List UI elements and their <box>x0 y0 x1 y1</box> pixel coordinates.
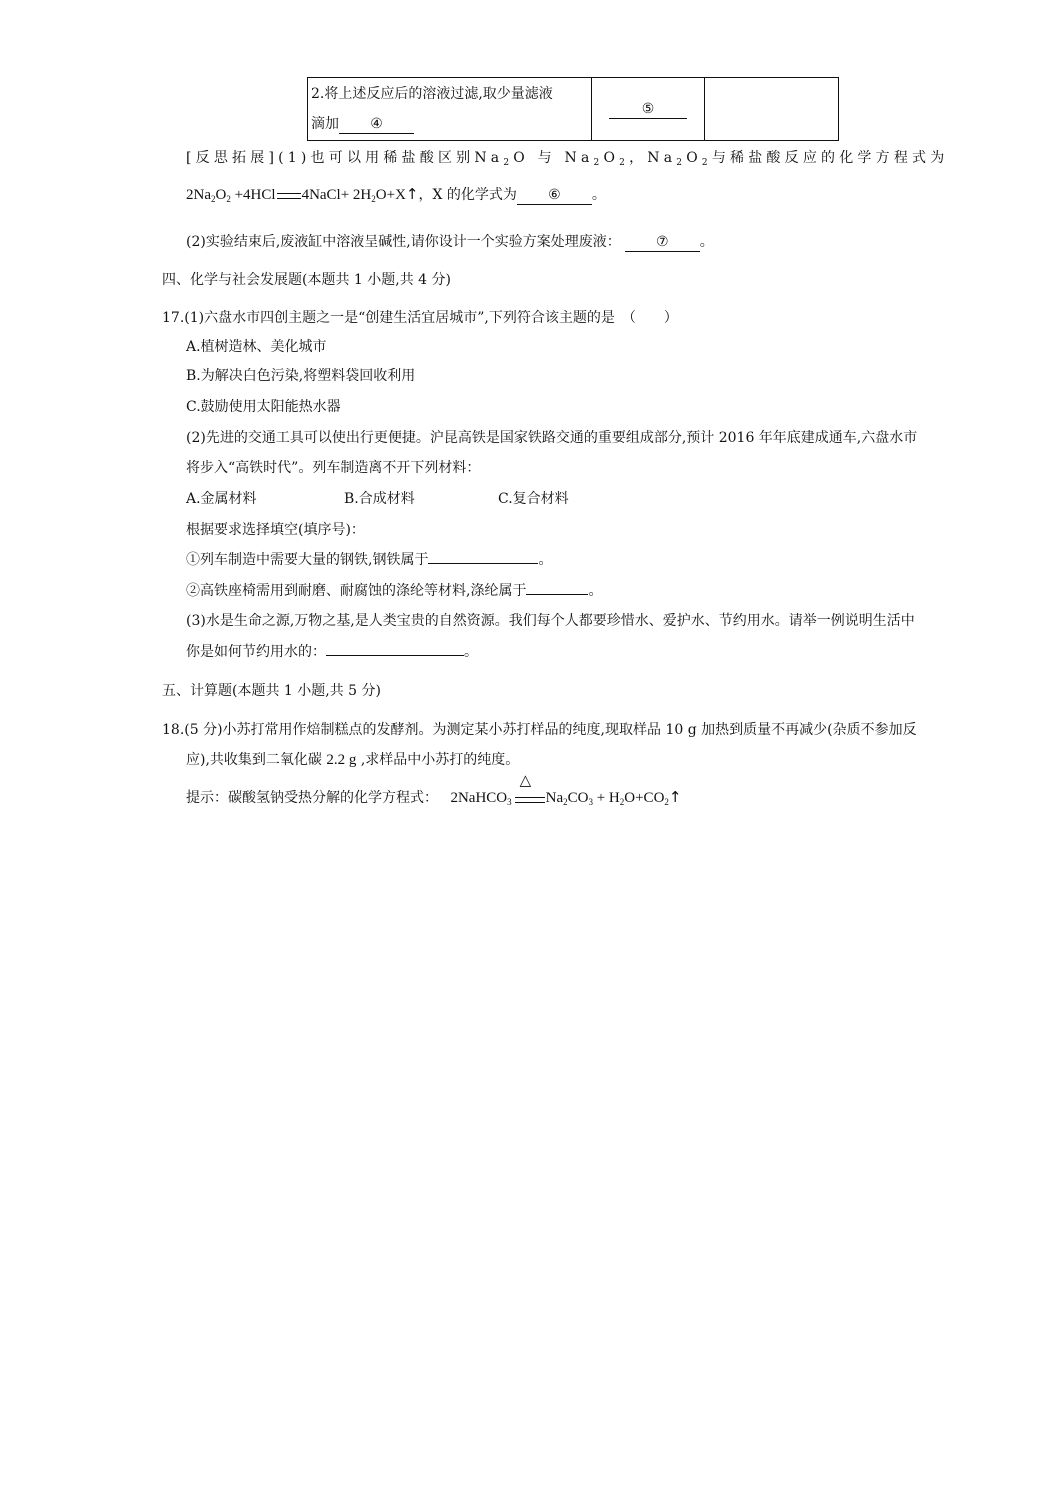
p3-text: 你是如何节约用水的： <box>186 644 326 660</box>
q17-part3-line1: (3)水是生命之源,万物之基,是人类宝贵的自然资源。我们每个人都要珍惜水、爱护水、节约用水。请举一例说明生活中 <box>186 613 915 629</box>
sub: 2 <box>701 158 712 168</box>
sub: 2 <box>371 194 376 204</box>
eq-reactant2: +4HCl <box>230 187 276 203</box>
blank-steel[interactable] <box>428 563 538 564</box>
sub: 2 <box>619 797 625 807</box>
q17-part3-line2 <box>186 642 478 662</box>
up-arrow-icon: ↑ <box>405 185 419 203</box>
sub: 2 <box>664 797 669 807</box>
period: 。 <box>591 187 606 203</box>
heat-equals <box>512 770 546 806</box>
material-a: A.金属材料 <box>186 491 257 507</box>
eq-product2: O+X <box>375 187 406 203</box>
q17-part2-line1: (2)先进的交通工具可以使出行更便捷。沪昆高铁是国家铁路交通的重要组成部分,预计 2016 年年底建成通车,六盘水市 <box>186 430 918 446</box>
period: 。 <box>538 552 553 568</box>
experiment-table <box>307 77 839 141</box>
chem-o: O <box>215 187 227 203</box>
q17-instruction: 根据要求选择填空(填序号)： <box>186 522 365 538</box>
q17-option-a[interactable]: A.植树造林、美化城市 <box>186 339 327 355</box>
sub: 2 <box>503 158 514 168</box>
period: 。 <box>464 644 478 660</box>
sub: 3 <box>588 797 593 807</box>
reflect-line1 <box>186 148 948 168</box>
blank-4[interactable]: ④ <box>339 115 414 134</box>
after-equation: ，X 的化学式为 <box>418 187 517 203</box>
q18-line2 <box>186 750 519 770</box>
q18-hint <box>186 770 682 808</box>
up-arrow-icon: ↑ <box>668 788 682 806</box>
q17-stem: 17.(1)六盘水市四创主题之一是“创建生活宜居城市”,下列符合该主题的是 （ ） <box>162 310 678 326</box>
chem-na: Na <box>647 150 677 166</box>
equation <box>186 187 418 203</box>
eq-reactant: 2Na <box>186 187 211 203</box>
material-c: C.复合材料 <box>498 491 569 507</box>
table-cell-step <box>308 78 592 141</box>
eq-co: CO <box>567 790 589 806</box>
reflect-equation-line <box>186 184 606 205</box>
hint-text: 提示：碳酸氢钠受热分解的化学方程式： <box>186 790 438 806</box>
comma: ， <box>629 150 648 166</box>
eq-reactant: 2NaHCO <box>450 790 508 806</box>
chem-o: O <box>513 150 529 166</box>
q17-option-c[interactable]: C.鼓励使用太阳能热水器 <box>186 399 341 415</box>
waste-question <box>186 232 714 252</box>
blank-polyester[interactable] <box>526 594 588 595</box>
q18-line1: 18.(5 分)小苏打常用作焙制糕点的发酵剂。为测定某小苏打样品的纯度,现取样品 10 g 加热到质量不再减少(杂质不参加反 <box>162 722 917 738</box>
q17-part2-line2: 将步入“高铁时代”。列车制造离不开下列材料： <box>186 460 481 476</box>
table-cell-conclusion <box>705 78 839 141</box>
chem-o: O <box>686 150 702 166</box>
chem-o: O <box>603 150 620 166</box>
step-line2 <box>311 109 591 139</box>
chem-na: Na <box>564 150 594 166</box>
sub: 2 <box>619 158 630 168</box>
blank-6[interactable]: ⑥ <box>517 186 592 205</box>
co2-mass: 2.2 g <box>326 752 357 768</box>
sub: 3 <box>507 797 512 807</box>
sub1-text: ①列车制造中需要大量的钢铁,钢铁属于 <box>186 552 429 568</box>
sub: 2 <box>211 194 216 204</box>
section-4-title: 四、化学与社会发展题(本题共 1 小题,共 4 分) <box>162 272 451 288</box>
blank-7[interactable]: ⑦ <box>625 233 700 252</box>
equals-sign-icon <box>515 797 545 803</box>
blank-water[interactable] <box>326 655 464 656</box>
table-cell-phenomenon <box>592 78 705 141</box>
q17-sub1 <box>186 550 552 570</box>
q17-sub2 <box>186 581 602 601</box>
reflect-yu: 与 <box>537 150 556 166</box>
sub: 2 <box>676 158 687 168</box>
sub: 2 <box>226 194 231 204</box>
eq-h: + H <box>592 790 620 806</box>
step-line1: 2.将上述反应后的溶液过滤,取少量滤液 <box>311 86 553 102</box>
equals-sign-icon <box>277 193 301 199</box>
q18-text-b: ,求样品中小苏打的纯度。 <box>360 752 520 768</box>
period: 。 <box>588 583 603 599</box>
decomposition-equation <box>450 770 682 807</box>
heat-delta-icon: △ <box>519 770 532 789</box>
eq-na: Na <box>545 790 564 806</box>
eq-o-co: O+CO <box>624 790 665 806</box>
section-5-title: 五、计算题(本题共 1 小题,共 5 分) <box>162 683 381 699</box>
sub2-text: ②高铁座椅需用到耐磨、耐腐蚀的涤纶等材料,涤纶属于 <box>186 583 527 599</box>
table-row <box>308 78 839 141</box>
waste-text: (2)实验结束后,废液缸中溶液呈碱性,请你设计一个实验方案处理废液： <box>186 234 621 250</box>
sub: 2 <box>593 158 604 168</box>
material-b: B.合成材料 <box>344 491 415 507</box>
reflect-text: [反思拓展](1)也可以用稀盐酸区别Na <box>186 150 504 166</box>
reflect-tail: 与稀盐酸反应的化学方程式为 <box>711 150 949 166</box>
q17-option-b[interactable]: B.为解决白色污染,将塑料袋回收利用 <box>186 368 416 384</box>
eq-product1: 4NaCl+ 2H <box>301 187 372 203</box>
period: 。 <box>699 234 714 250</box>
step-prefix: 滴加 <box>311 116 339 132</box>
sub: 2 <box>563 797 568 807</box>
q18-text-a: 应),共收集到二氧化碳 <box>186 752 322 768</box>
blank-5[interactable]: ⑤ <box>609 100 687 119</box>
